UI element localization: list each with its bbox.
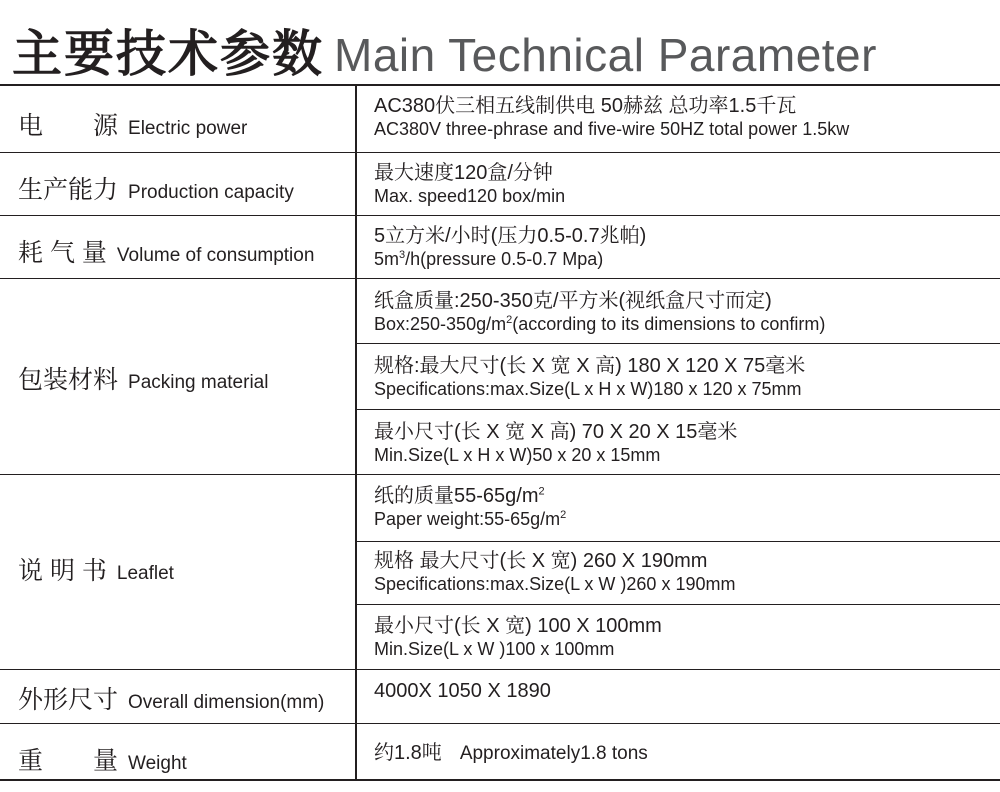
value-cn: 5立方米/小时(压力0.5-0.7兆帕) — [374, 225, 647, 247]
table-bottom-rule — [0, 779, 1000, 781]
table-top-rule — [0, 84, 1000, 86]
value-cn: AC380伏三相五线制供电 50赫兹 总功率1.5千瓦 — [374, 95, 797, 117]
label-en: Weight — [128, 753, 187, 774]
label-electric-power — [18, 106, 247, 142]
label-en: Volume of consumption — [116, 245, 315, 266]
value-leaflet-max-size — [374, 549, 735, 595]
value-text: 4000X 1050 X 1890 — [374, 680, 551, 702]
value-cn: 纸盒质量:250-350克/平方米(视纸盒尺寸而定) — [374, 290, 772, 312]
row-divider — [0, 669, 1000, 670]
value-cn: 规格 最大尺寸(长 X 宽) 260 X 190mm — [374, 550, 708, 572]
value-overall-dimension — [374, 679, 551, 703]
row-divider — [0, 474, 1000, 475]
subrow-divider — [357, 409, 1000, 410]
label-cn: 耗 气 量 — [18, 239, 107, 267]
value-en: Paper $weight:55-65g/m^2$ — [374, 509, 567, 529]
value-packing-min-size — [374, 420, 737, 466]
value-cn: 最大速度120盒/分钟 — [374, 162, 553, 184]
value-cn: 最小尺寸(长 X 宽 X 高) 70 X 20 X 15毫米 — [374, 421, 738, 443]
label-weight — [18, 741, 187, 777]
value-en: Min.Size(L x W )100 x 100mm — [374, 639, 615, 659]
label-en: Packing material — [128, 372, 269, 393]
value-en: Max. speed120 box/min — [374, 186, 566, 206]
value-en: Specifications:max.Size(L x W )260 x 190mm — [374, 574, 736, 594]
value-leaflet-paper-weight — [374, 484, 566, 530]
value-cn: 约1.8吨 — [374, 742, 442, 764]
value-en: AC380V three-phrase and five-wire 50HZ total power 1.5kw — [374, 119, 850, 139]
value-cn: 纸的质量$55-65g/m^2$ — [374, 485, 545, 507]
label-production-capacity — [18, 170, 294, 206]
label-cn: 包装材料 — [18, 366, 119, 394]
value-cn: 最小尺寸(长 X 宽) 100 X 100mm — [374, 615, 662, 637]
value-weight — [374, 741, 648, 766]
label-en: Production capacity — [128, 182, 294, 203]
value-cn: 规格:最大尺寸(长 X 宽 X 高) 180 X 120 X 75毫米 — [374, 355, 806, 377]
value-electric-power — [374, 94, 849, 140]
label-cn: 电 源 — [18, 112, 119, 140]
value-en: $5m^3/h(pressure$ 0.5-0.7 Mpa) — [374, 249, 604, 269]
value-en: Specifications:max.Size(L x H x W)180 x 120 x 75mm — [374, 379, 802, 399]
row-divider — [0, 723, 1000, 724]
value-en: Approximately1.8 tons — [459, 743, 648, 764]
label-en: Electric power — [128, 118, 248, 139]
page-title — [12, 14, 877, 82]
subrow-divider — [357, 604, 1000, 605]
label-en: Leaflet — [116, 563, 174, 584]
label-overall-dimension — [18, 680, 324, 716]
value-en: $Box:250-350g/m^2(according$ to its dimensions to confirm) — [374, 314, 826, 334]
subrow-divider — [357, 343, 1000, 344]
label-packing-material — [18, 360, 268, 396]
title-english: Main Technical Parameter — [334, 29, 877, 81]
row-divider — [0, 152, 1000, 153]
value-volume-of-consumption — [374, 224, 646, 270]
label-en: Overall dimension(mm) — [128, 692, 325, 713]
title-chinese: 主要技术参数 — [12, 26, 324, 82]
value-leaflet-min-size — [374, 614, 662, 660]
label-leaflet — [18, 551, 174, 587]
column-divider — [355, 86, 357, 779]
label-cn: 生产能力 — [18, 176, 119, 204]
label-cn: 外形尺寸 — [18, 686, 119, 714]
label-volume-of-consumption — [18, 233, 314, 269]
row-divider — [0, 278, 1000, 279]
value-packing-max-size — [374, 354, 805, 400]
subrow-divider — [357, 541, 1000, 542]
value-production-capacity — [374, 161, 565, 207]
value-packing-box-weight — [374, 289, 825, 335]
label-cn: 重 量 — [18, 747, 119, 775]
value-en: Min.Size(L x H x W)50 x 20 x 15mm — [374, 445, 661, 465]
row-divider — [0, 215, 1000, 216]
label-cn: 说 明 书 — [18, 557, 107, 585]
